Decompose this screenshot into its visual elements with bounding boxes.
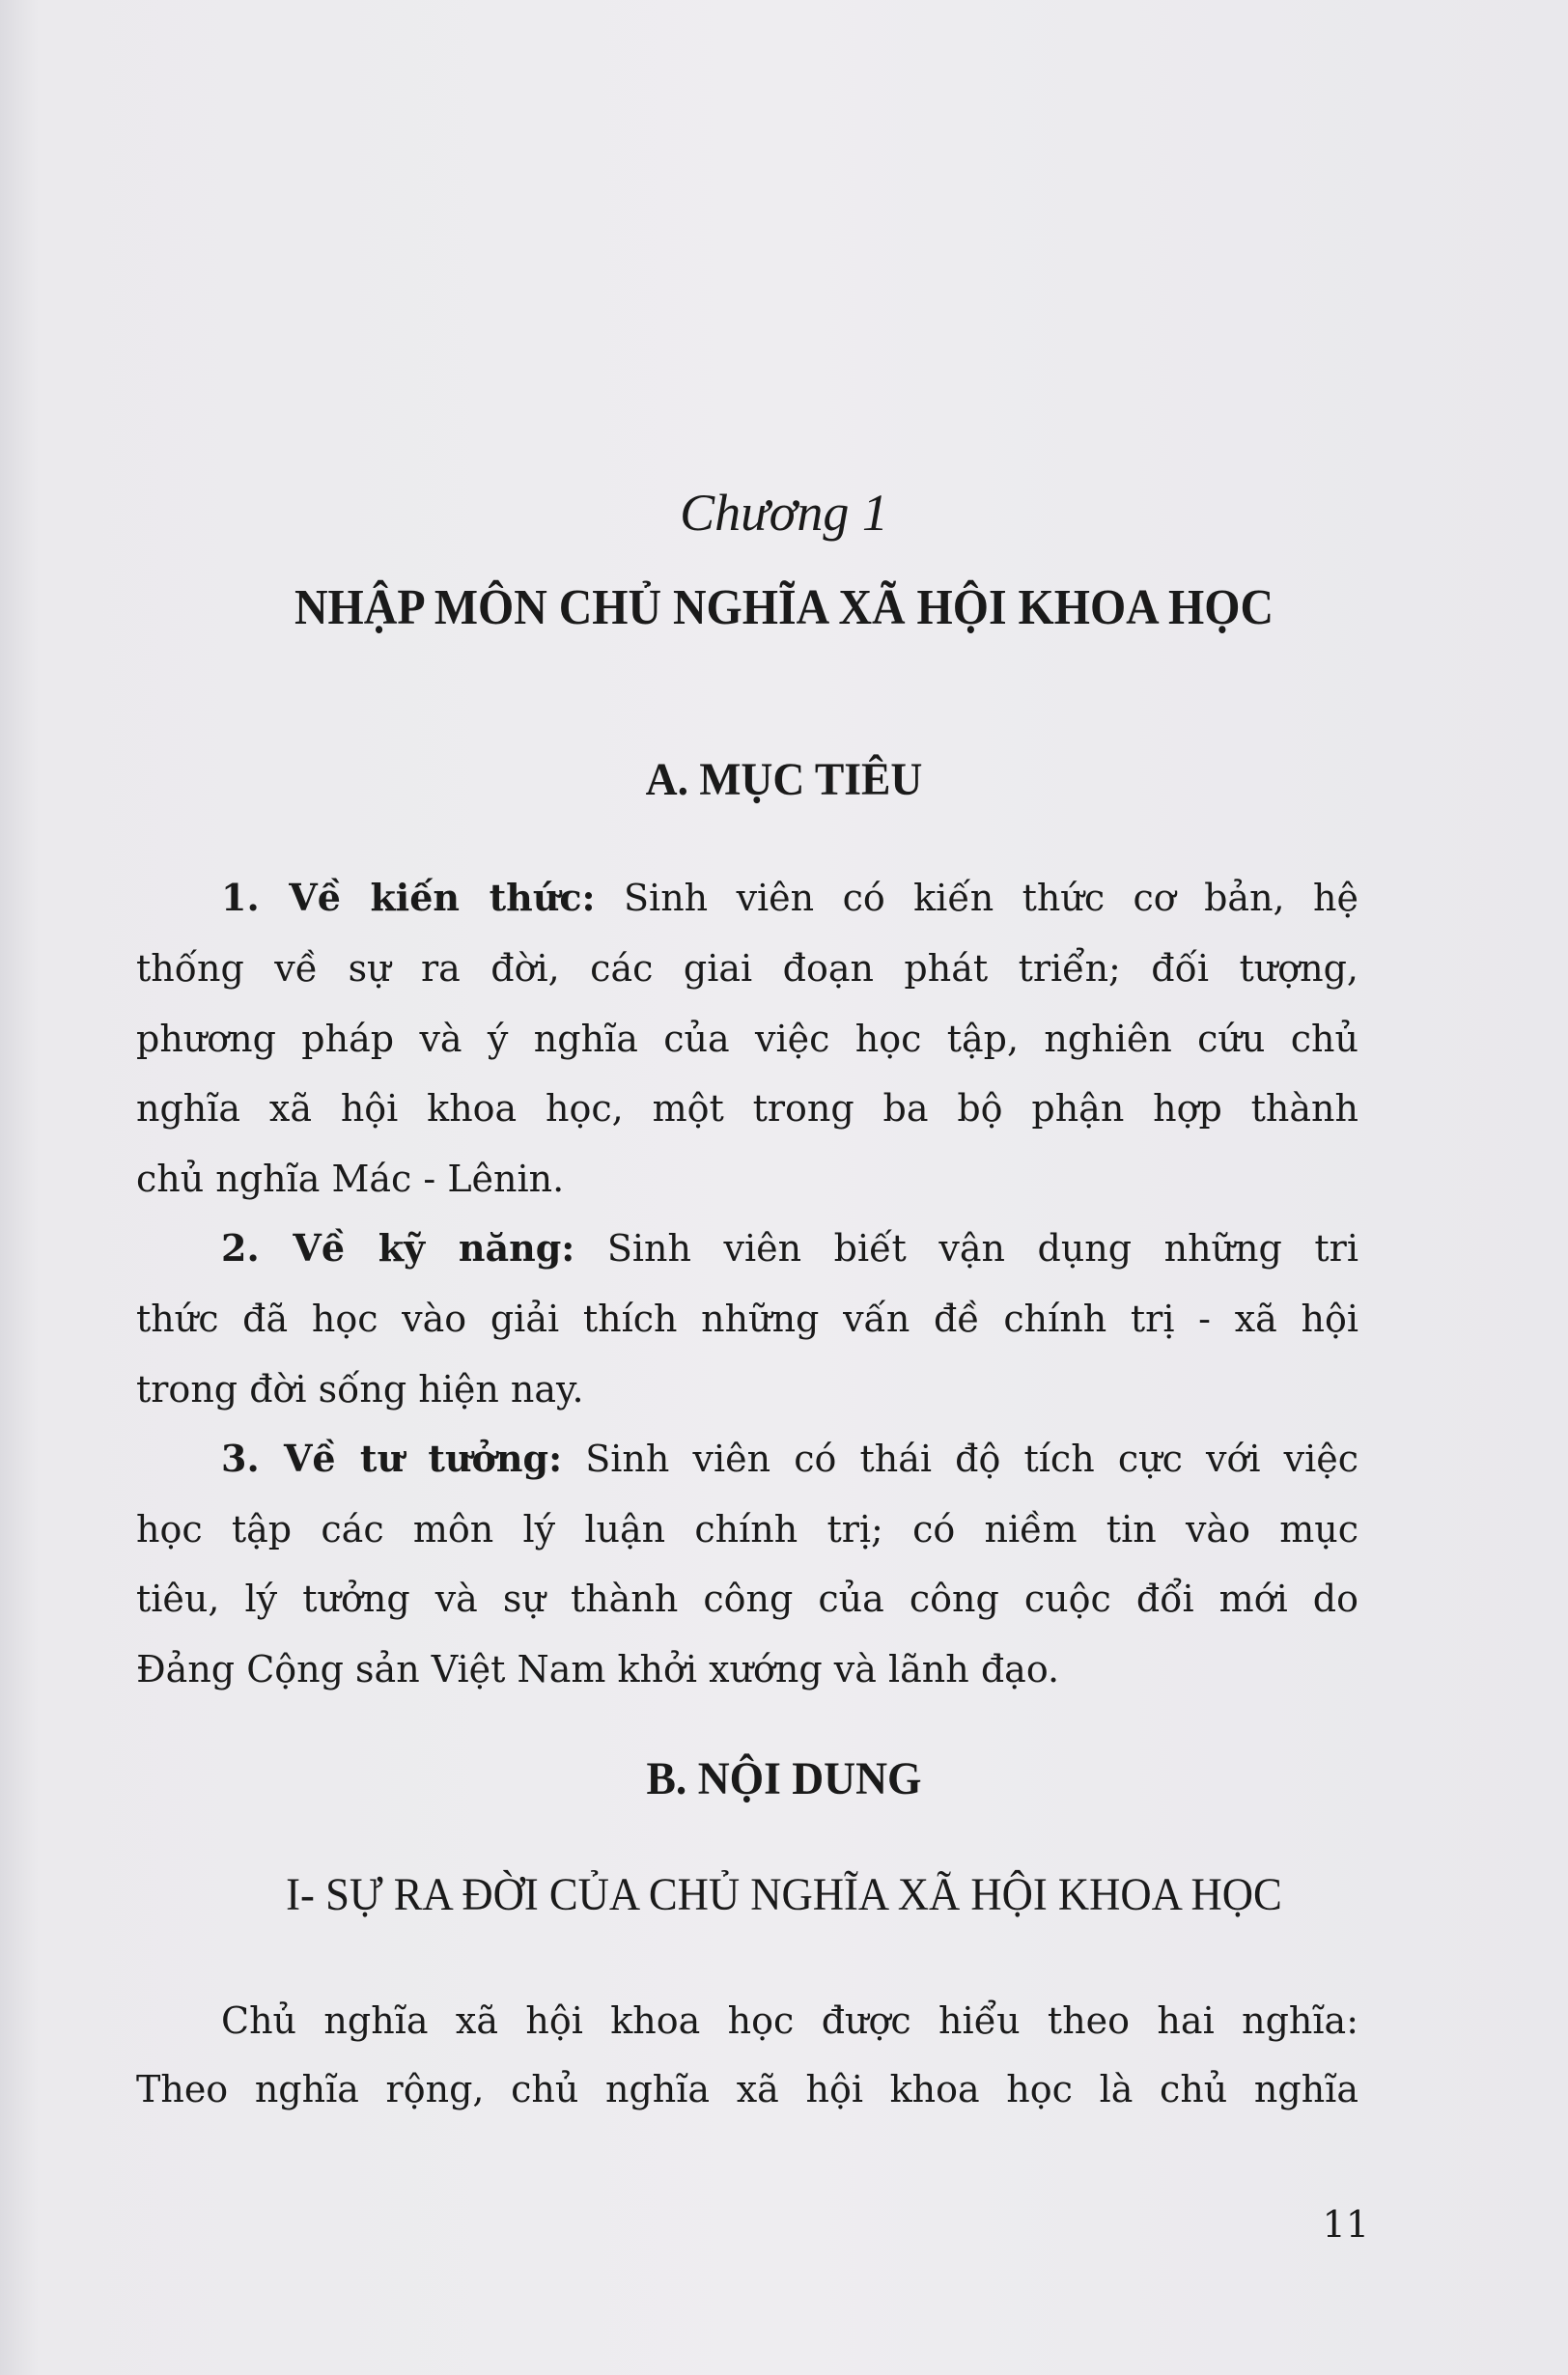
chapter-title: NHẬP MÔN CHỦ NGHĨA XÃ HỘI KHOA HỌC — [294, 580, 1274, 635]
goal-2-line: trong đời sống hiện nay. — [136, 1368, 584, 1411]
goal-3-line: tiêu, lý tưởng và sự thành công của công cuộc đổi mới do — [136, 1578, 1358, 1620]
goal-3-line: Đảng Cộng sản Việt Nam khởi xướng và lãnh đạo. — [136, 1648, 1060, 1690]
body-line: Theo nghĩa rộng, chủ nghĩa xã hội khoa học là chủ nghĩa — [136, 2068, 1358, 2110]
goal-1-line: nghĩa xã hội khoa học, một trong ba bộ phận hợp thành — [136, 1087, 1358, 1130]
body-line: Chủ nghĩa xã hội khoa học được hiểu theo hai nghĩa: — [221, 1999, 1358, 2042]
goal-1-line: thống về sự ra đời, các giai đoạn phát triển; đối tượng, — [136, 947, 1358, 990]
goal-2-first-line: 2. Về kỹ năng: Sinh viên biết vận dụng những tri — [221, 1226, 1358, 1270]
goal-3-lead: 3. Về tư tưởng: — [221, 1437, 563, 1480]
goal-3-line: học tập các môn lý luận chính trị; có niềm tin vào mục — [136, 1508, 1358, 1551]
goal-1-lead: 1. Về kiến thức: — [221, 876, 596, 919]
goal-1-line: phương pháp và ý nghĩa của việc học tập, nghiên cứu chủ — [136, 1018, 1358, 1060]
section-a-heading: A. MỤC TIÊU — [645, 754, 923, 805]
section-b-heading: B. NỘI DUNG — [646, 1753, 922, 1804]
heading-i: I- SỰ RA ĐỜI CỦA CHỦ NGHĨA XÃ HỘI KHOA HỌC — [286, 1869, 1282, 1920]
goal-1-line: chủ nghĩa Mác - Lênin. — [136, 1158, 565, 1200]
goal-2-line: thức đã học vào giải thích những vấn đề chính trị - xã hội — [136, 1298, 1358, 1340]
goal-1-first-line: 1. Về kiến thức: Sinh viên có kiến thức cơ bản, hệ — [221, 876, 1359, 919]
page-number: 11 — [1322, 2203, 1369, 2246]
goal-3-first-line: 3. Về tư tưởng: Sinh viên có thái độ tích cực với việc — [221, 1437, 1359, 1480]
chapter-label: Chương 1 — [680, 484, 888, 542]
goal-2-lead: 2. Về kỹ năng: — [221, 1226, 575, 1270]
